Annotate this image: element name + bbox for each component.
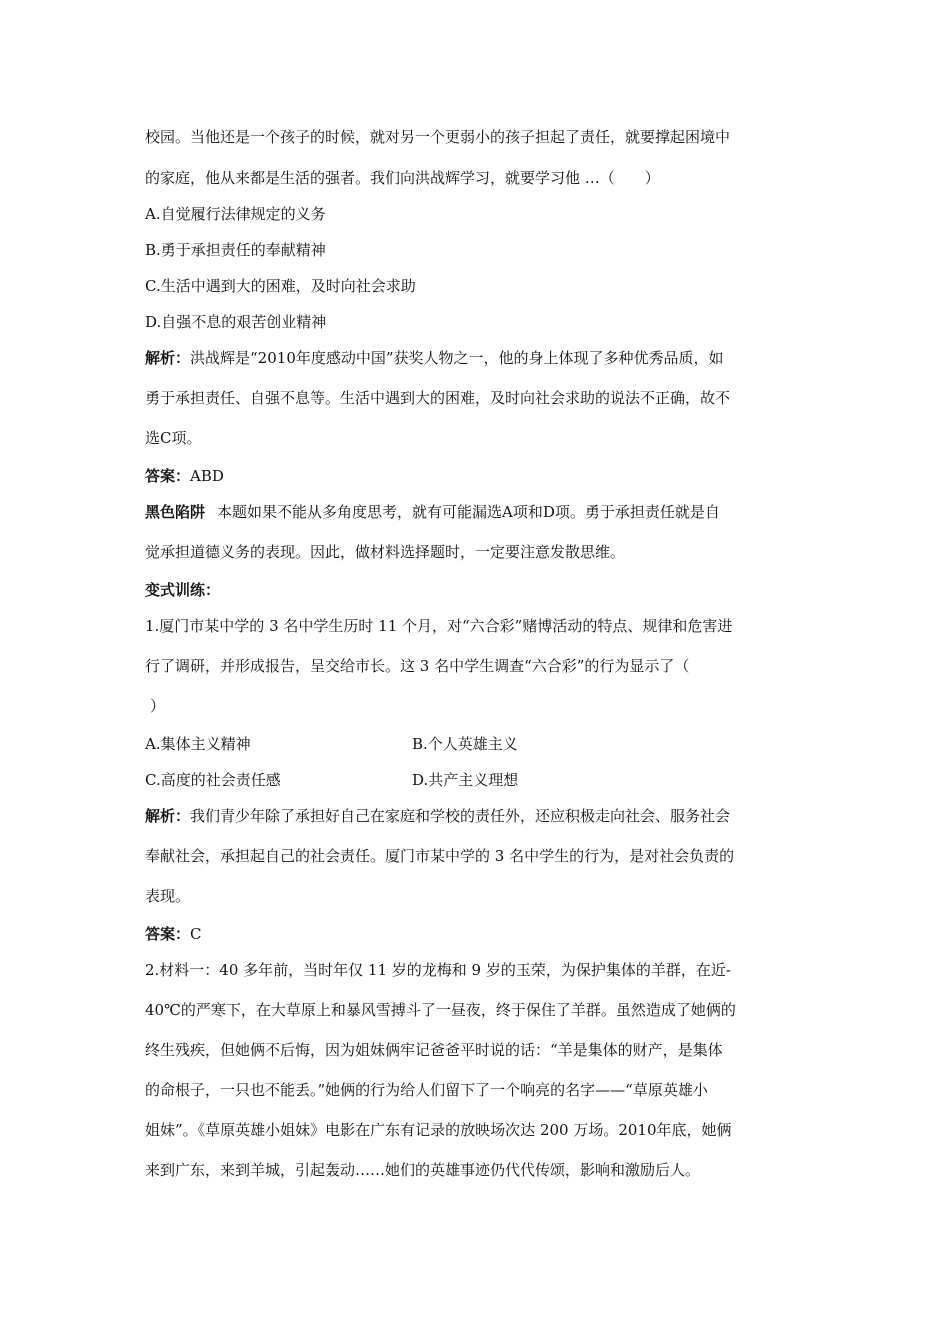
question-stem-line: 校园。当他还是一个孩子的时候，就对另一个更弱小的孩子担起了责任，就要撑起困境中	[145, 128, 731, 146]
variation-heading: 变式训练：	[145, 581, 221, 599]
trap-text: 觉承担道德义务的表现。因此，做材料选择题时，一定要注意发散思维。	[145, 543, 626, 561]
question-1-options-row	[145, 734, 765, 754]
trap-label: 黑色陷阱	[145, 503, 206, 521]
analysis-text: 我们青少年除了承担好自己在家庭和学校的责任外，还应积极走向社会、服务社会	[190, 807, 731, 825]
answer-line	[145, 466, 224, 486]
answer-value: ABD	[190, 467, 224, 485]
analysis-text: 表现。	[145, 887, 191, 905]
question-1-options-row	[145, 770, 765, 790]
analysis-text: 奉献社会，承担起自己的社会责任。厦门市某中学的 3 名中学生的行为，是对社会负责的	[145, 847, 735, 865]
analysis-paragraph	[145, 348, 724, 368]
option-a: A.自觉履行法律规定的义务	[145, 205, 326, 223]
option-d: D.共产主义理想	[412, 771, 519, 789]
question-2-material: 来到广东，来到羊城，引起轰动……她们的英雄事迹仍代代传颂，影响和激励后人。	[145, 1161, 701, 1179]
answer-line	[145, 924, 202, 944]
trap-paragraph	[145, 502, 720, 522]
question-1-stem: 1.厦门市某中学的 3 名中学生历时 11 个月，对“六合彩”赌博活动的特点、规律和危害进	[145, 617, 733, 635]
question-2-material: 40℃的严寒下，在大草原上和暴风雪搏斗了一昼夜，终于保住了羊群。虽然造成了她俩的	[145, 1001, 736, 1019]
answer-value: C	[190, 925, 202, 943]
option-c: C.生活中遇到大的困难，及时向社会求助	[145, 277, 416, 295]
question-2-material: 的命根子，一只也不能丢。”她俩的行为给人们留下了一个响亮的名字——“草原英雄小	[145, 1081, 708, 1099]
answer-label: 答案：	[145, 925, 191, 943]
option-d: D.自强不息的艰苦创业精神	[145, 313, 327, 331]
question-1-stem: ）	[150, 697, 166, 715]
trap-text: 本题如果不能从多角度思考，就有可能漏选A项和D项。勇于承担责任就是自	[217, 503, 720, 521]
question-2-material: 2.材料一：40 多年前，当时年仅 11 岁的龙梅和 9 岁的玉荣，为保护集体的羊群，在近-	[145, 961, 731, 979]
question-2-material: 姐妹”。《草原英雄小姐妹》电影在广东有记录的放映场次达 200 万场。2010年底，她俩	[145, 1121, 732, 1139]
option-b: B.勇于承担责任的奉献精神	[145, 241, 326, 259]
option-a: A.集体主义精神	[145, 735, 251, 753]
question-1-stem: 行了调研，并形成报告，呈交给市长。这 3 名中学生调查“六合彩”的行为显示了（	[145, 657, 690, 675]
question-stem-line: 的家庭，他从来都是生活的强者。我们向洪战辉学习，就要学习他 …（ ）	[145, 169, 660, 187]
analysis-text: 选C项。	[145, 429, 202, 447]
option-c: C.高度的社会责任感	[145, 771, 281, 789]
answer-label: 答案：	[145, 467, 191, 485]
analysis-label: 解析：	[145, 349, 191, 367]
analysis-text: 勇于承担责任、自强不息等。生活中遇到大的困难，及时向社会求助的说法不正确，故不	[145, 389, 731, 407]
analysis-paragraph	[145, 806, 730, 826]
analysis-label: 解析：	[145, 807, 191, 825]
option-b: B.个人英雄主义	[412, 735, 518, 753]
analysis-text: 洪战辉是“2010年度感动中国”获奖人物之一，他的身上体现了多种优秀品质，如	[190, 349, 724, 367]
question-2-material: 终生残疾，但她俩不后悔，因为姐妹俩牢记爸爸平时说的话：“羊是集体的财产，是集体	[145, 1041, 723, 1059]
